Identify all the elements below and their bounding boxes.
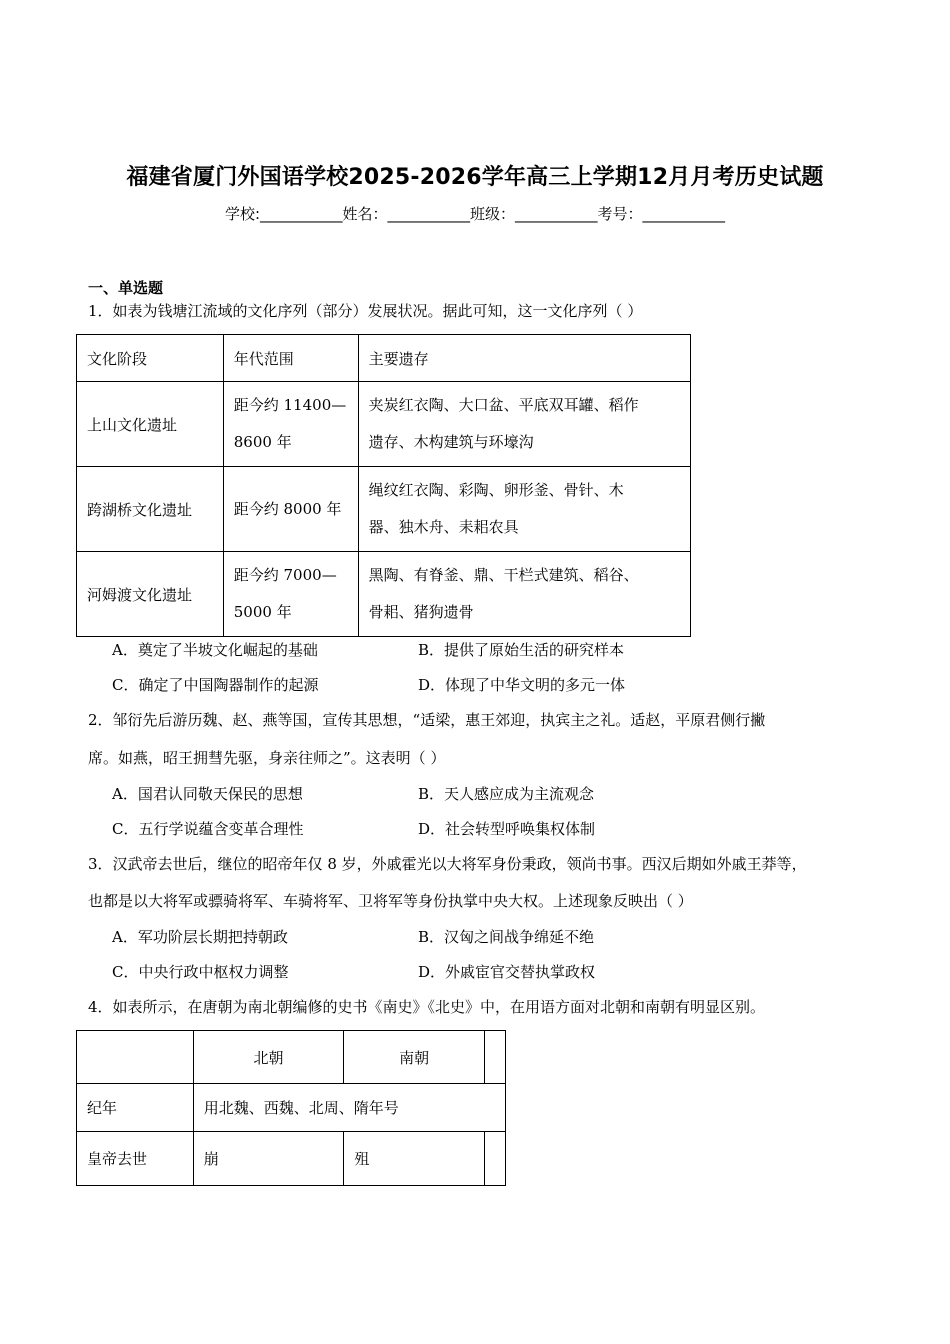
table-row (77, 1132, 506, 1186)
question-3-option-a[interactable]: A．军功阶层长期把持朝政 (112, 928, 288, 946)
table-header-cell: 文化阶段 (77, 335, 224, 382)
cell-text-line: 遗存、木构建筑与环壕沟 (368, 433, 534, 451)
table-row-label: 纪年 (77, 1084, 194, 1132)
table-header-cell: 主要遗存 (358, 335, 690, 382)
table-cell-north: 崩 (193, 1132, 344, 1186)
question-2-stem-line-1: 2．邹衍先后游历魏、赵、燕等国，宣传其思想，“适梁，惠王郊迎，执宾主之礼。适赵，平原君侧行撇 (88, 711, 766, 729)
cell-text-line: 距今约 7000— (233, 566, 337, 584)
table-header-row (77, 335, 691, 382)
question-1-option-d[interactable]: D．体现了中华文明的多元一体 (418, 676, 626, 694)
question-1-option-b[interactable]: B．提供了原始生活的研究样本 (418, 641, 625, 659)
table-header-cell: 南朝 (344, 1031, 485, 1084)
table-row (77, 382, 691, 467)
cell-text-line: 8600 年 (233, 433, 292, 451)
cell-text-line: 夹炭红衣陶、大口盆、平底双耳罐、稻作 (368, 396, 639, 414)
table-empty-cell (484, 1031, 505, 1084)
cell-text-line: 绳纹红衣陶、彩陶、卵形釜、骨针、木 (368, 481, 624, 499)
section-heading: 一、单选题 (88, 279, 164, 297)
question-4-stem: 4．如表所示，在唐朝为南北朝编修的史书《南史》《北史》中，在用语方面对北朝和南朝有明显区别。 (88, 998, 766, 1016)
question-2-option-d[interactable]: D．社会转型呼唤集权体制 (418, 820, 596, 838)
table-empty-cell (484, 1132, 505, 1186)
table-cell-remains (358, 467, 690, 552)
student-info-line: 学校:___________姓名：___________班级：___________考号：___________ (224, 205, 726, 223)
question-3-stem-line-1: 3．汉武帝去世后，继位的昭帝年仅 8 岁，外戚霍光以大将军身份秉政，领尚书事。西汉后期如外戚王莽等， (88, 855, 807, 873)
table-header-cell (77, 1031, 194, 1084)
question-1-table (76, 334, 691, 637)
question-3-option-b[interactable]: B．汉匈之间战争绵延不绝 (418, 928, 595, 946)
table-cell-period (223, 467, 358, 552)
table-cell-remains (358, 552, 690, 637)
question-4-table (76, 1030, 506, 1186)
question-3-option-d[interactable]: D．外戚宦官交替执掌政权 (418, 963, 596, 981)
cell-text-line: 骨耜、猪狗遗骨 (368, 603, 474, 621)
table-row (77, 552, 691, 637)
table-cell-stage: 河姆渡文化遗址 (77, 552, 224, 637)
cell-text-line: 器、独木舟、耒耜农具 (368, 518, 519, 536)
page-title: 福建省厦门外国语学校2025-2026学年高三上学期12月月考历史试题 (126, 165, 824, 190)
question-2-option-a[interactable]: A．国君认同敬天保民的思想 (112, 785, 303, 803)
cell-text-line: 距今约 8000 年 (233, 499, 342, 518)
cell-text-line: 黑陶、有脊釜、鼎、干栏式建筑、稻谷、 (368, 566, 639, 584)
table-row (77, 467, 691, 552)
table-cell-stage: 上山文化遗址 (77, 382, 224, 467)
cell-text-line: 5000 年 (233, 603, 292, 621)
question-3-option-c[interactable]: C．中央行政中枢权力调整 (112, 963, 289, 981)
table-row-label: 皇帝去世 (77, 1132, 194, 1186)
table-cell-period (223, 382, 358, 467)
table-cell-stage: 跨湖桥文化遗址 (77, 467, 224, 552)
table-header-cell: 年代范围 (223, 335, 358, 382)
table-cell-remains (358, 382, 690, 467)
question-1-option-a[interactable]: A．奠定了半坡文化崛起的基础 (112, 641, 318, 659)
cell-text-line: 距今约 11400— (233, 396, 347, 414)
question-2-option-b[interactable]: B．天人感应成为主流观念 (418, 785, 595, 803)
table-cell-south: 殂 (344, 1132, 485, 1186)
table-merged-cell: 用北魏、西魏、北周、隋年号 (193, 1084, 505, 1132)
table-cell-period (223, 552, 358, 637)
question-2-option-c[interactable]: C．五行学说蕴含变革合理性 (112, 820, 304, 838)
question-1-option-c[interactable]: C．确定了中国陶器制作的起源 (112, 676, 319, 694)
table-row (77, 1084, 506, 1132)
table-header-row (77, 1031, 506, 1084)
question-3-stem-line-2: 也都是以大将军或骠骑将军、车骑将军、卫将军等身份执掌中央大权。上述现象反映出（ ） (88, 892, 693, 910)
question-1-stem: 1．如表为钱塘江流域的文化序列（部分）发展状况。据此可知，这一文化序列（ ） (88, 302, 643, 320)
question-2-stem-line-2: 席。如燕，昭王拥彗先驱，身亲往师之”。这表明（ ） (88, 749, 446, 767)
table-header-cell: 北朝 (193, 1031, 344, 1084)
